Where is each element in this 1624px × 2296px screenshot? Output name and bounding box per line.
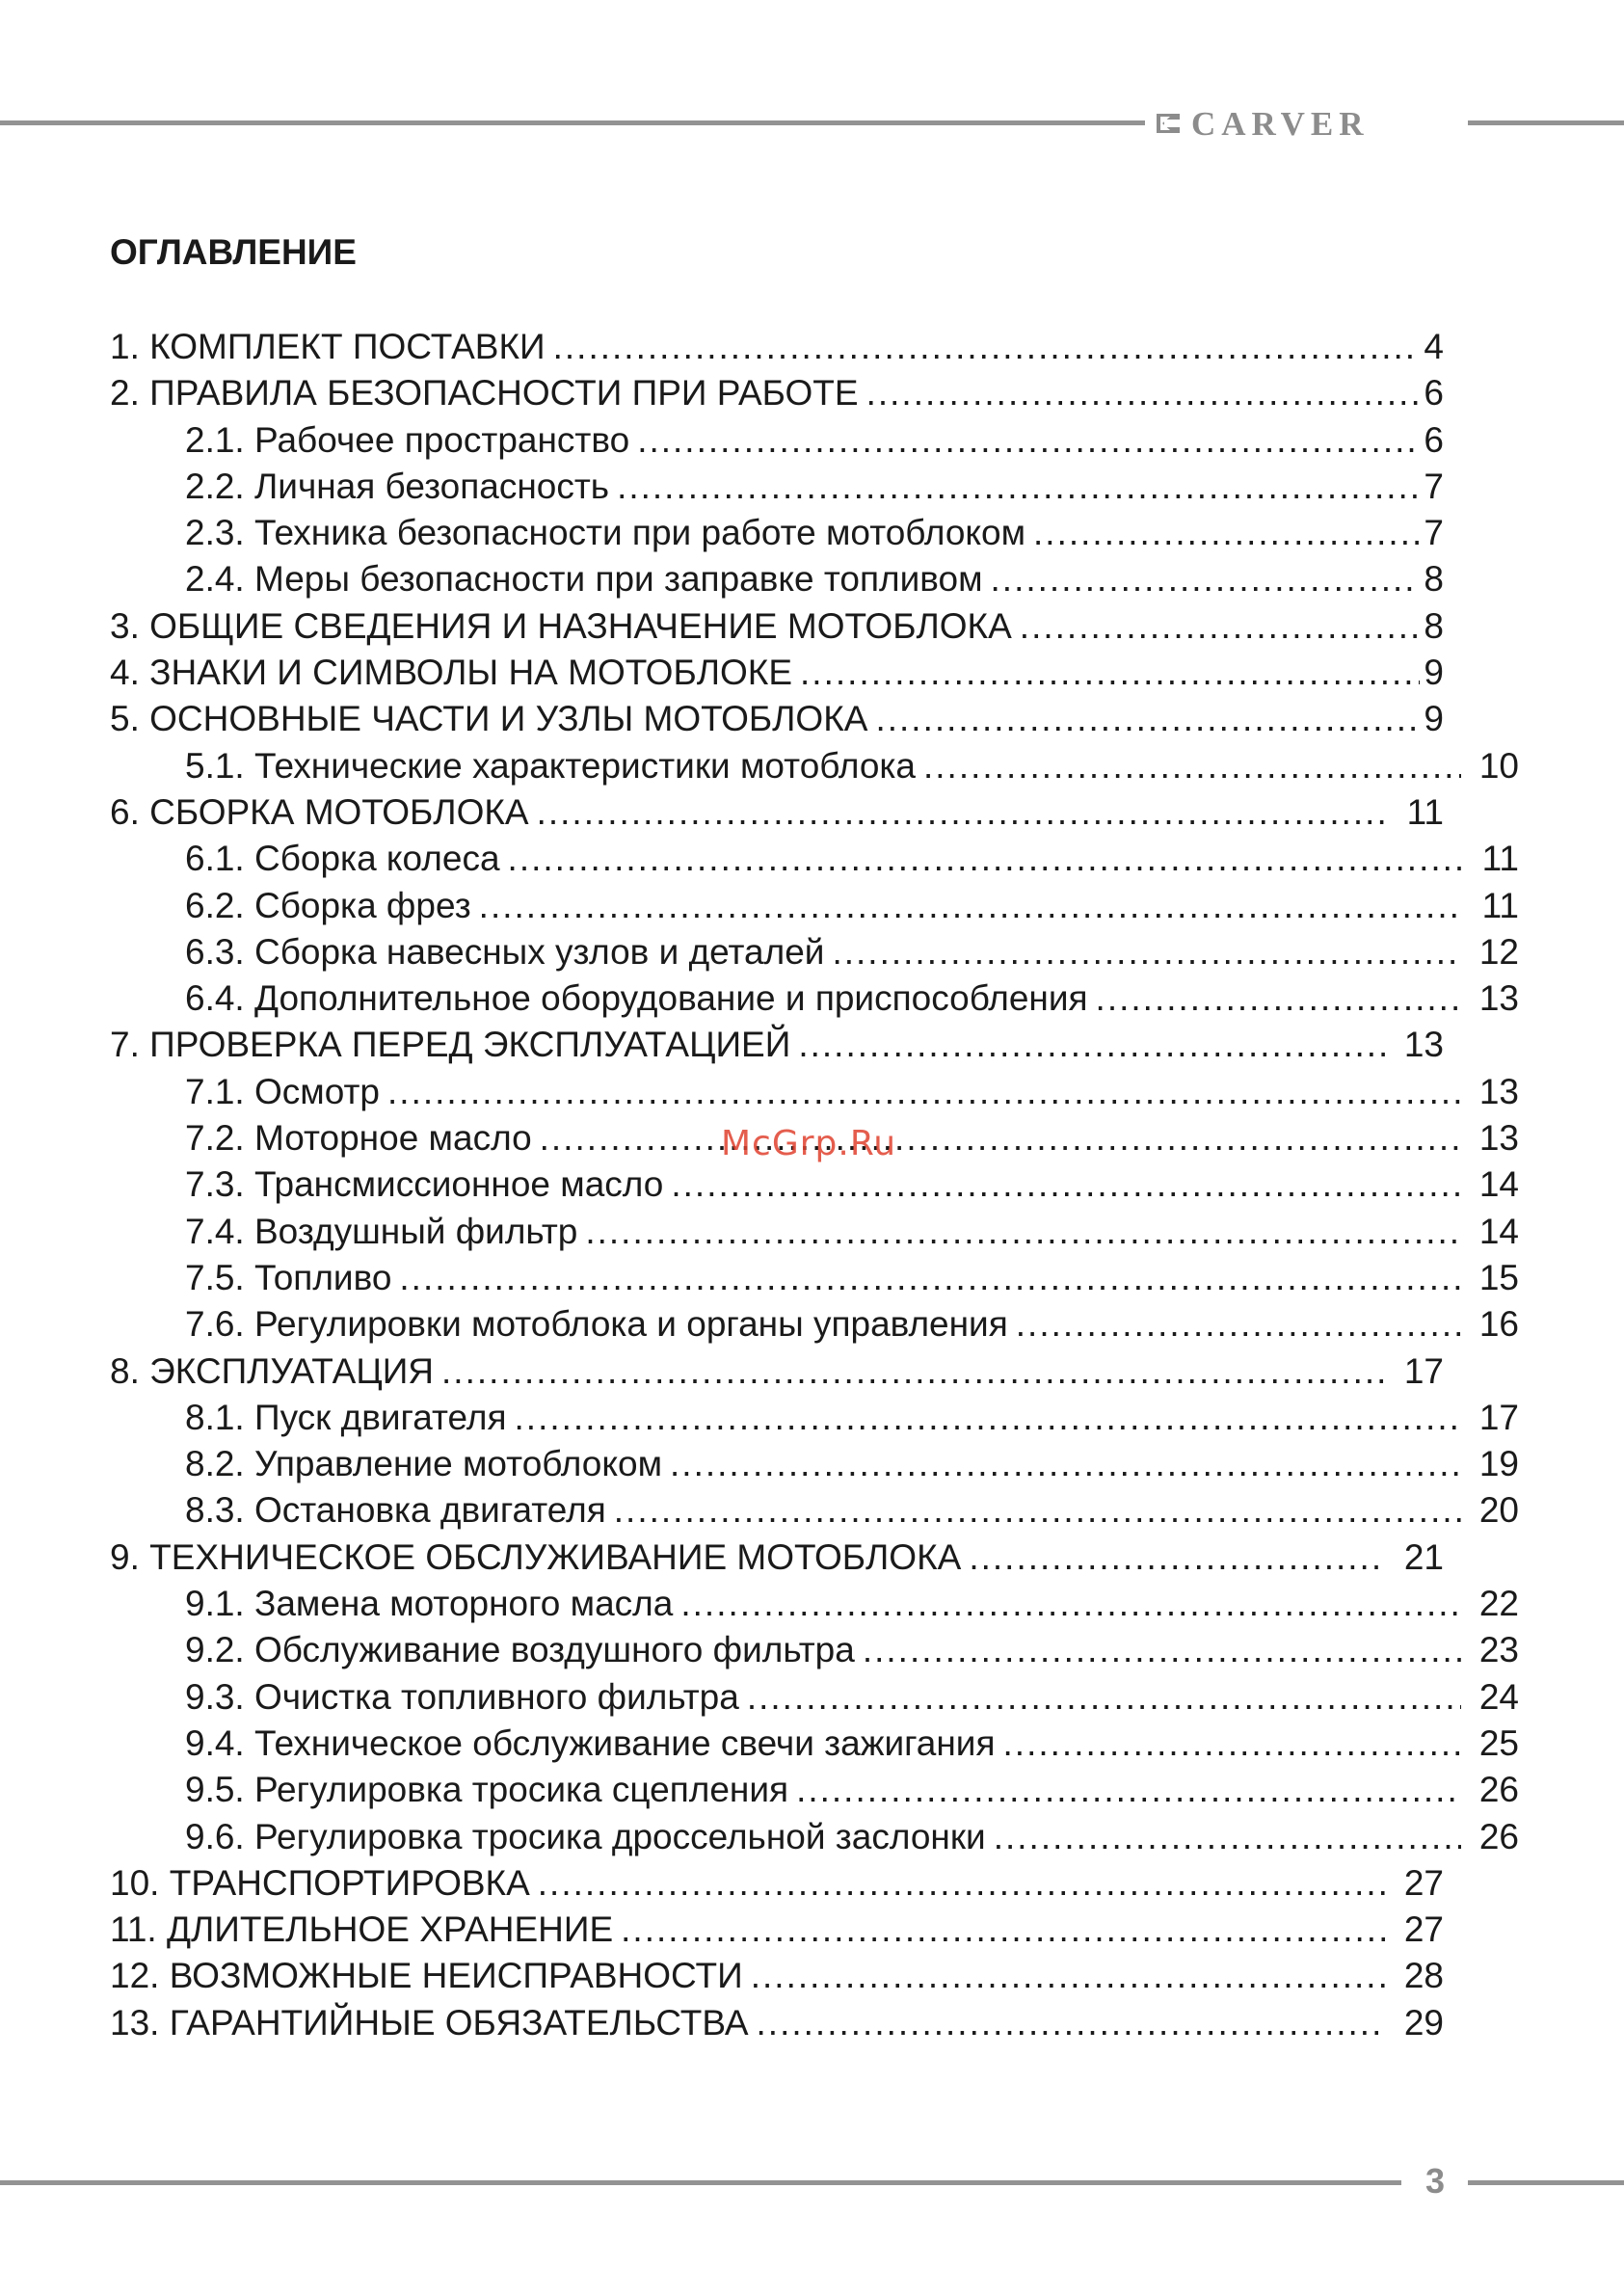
toc-entry-page: 9	[1424, 653, 1444, 693]
toc-entry-page: 13	[1478, 978, 1519, 1019]
toc-leader-dots	[671, 1161, 1461, 1208]
toc-leader-dots	[515, 1395, 1461, 1441]
toc-leader-dots	[540, 1115, 1461, 1161]
toc-entry[interactable]	[110, 1301, 1519, 1348]
toc-entry-page: 11	[1481, 839, 1519, 879]
toc-entry-page: 26	[1478, 1770, 1519, 1810]
toc-entry[interactable]	[110, 370, 1444, 416]
toc-entry-title: 10. ТРАНСПОРТИРОВКА	[110, 1862, 530, 1903]
toc-entry[interactable]	[110, 2000, 1444, 2046]
toc-leader-dots	[757, 2000, 1386, 2046]
toc-entry-title: 2.3. Техника безопасности при работе мотоблоком	[185, 513, 1026, 553]
toc-entry-page: 9	[1424, 699, 1444, 739]
toc-entry[interactable]	[110, 975, 1519, 1022]
toc-entry-page: 10	[1478, 745, 1519, 786]
toc-entry-title: 6.2. Сборка фрез	[185, 885, 471, 925]
toc-entry[interactable]	[110, 1907, 1444, 1953]
toc-entry-title: 2. ПРАВИЛА БЕЗОПАСНОСТИ ПРИ РАБОТЕ	[110, 373, 859, 414]
toc-entry[interactable]	[110, 883, 1519, 929]
toc-leader-dots	[994, 1814, 1461, 1860]
toc-entry[interactable]	[110, 1348, 1444, 1395]
toc-entry-title: 5. ОСНОВНЫЕ ЧАСТИ И УЗЛЫ МОТОБЛОКА	[110, 699, 868, 739]
toc-entry-title: 2.1. Рабочее пространство	[185, 419, 630, 460]
toc-entry[interactable]	[110, 1022, 1444, 1068]
toc-entry-title: 9.1. Замена моторного масла	[185, 1584, 674, 1624]
toc-entry-page: 14	[1478, 1164, 1519, 1205]
toc-entry[interactable]	[110, 1209, 1519, 1255]
toc-entry[interactable]	[110, 1069, 1519, 1115]
toc-leader-dots	[866, 370, 1421, 416]
toc-leader-dots	[747, 1674, 1461, 1721]
toc-leader-dots	[991, 556, 1421, 602]
toc-entry[interactable]	[110, 1953, 1444, 1999]
toc-entry-page: 22	[1478, 1584, 1519, 1624]
toc-entry-page: 7	[1424, 466, 1444, 506]
toc-leader-dots	[538, 1860, 1386, 1907]
toc-leader-dots	[614, 1487, 1461, 1534]
toc-entry-title: 7.1. Осмотр	[185, 1071, 381, 1111]
toc-entry-page: 11	[1481, 885, 1519, 925]
toc-entry-title: 9.5. Регулировка тросика сцепления	[185, 1770, 789, 1810]
toc-entry-page: 29	[1403, 2002, 1444, 2042]
toc-entry-page: 13	[1403, 1025, 1444, 1065]
toc-entry[interactable]	[110, 1674, 1519, 1721]
toc-entry[interactable]	[110, 1161, 1519, 1208]
toc-entry-page: 17	[1478, 1397, 1519, 1437]
toc-entry[interactable]	[110, 929, 1519, 975]
toc-entry-title: 8.3. Остановка двигателя	[185, 1490, 606, 1531]
toc-entry-title: 3. ОБЩИЕ СВЕДЕНИЯ И НАЗНАЧЕНИЕ МОТОБЛОКА	[110, 605, 1012, 646]
toc-entry-page: 27	[1403, 1862, 1444, 1903]
toc-entry-page: 23	[1478, 1630, 1519, 1670]
toc-entry[interactable]	[110, 743, 1519, 789]
toc-entry-title: 13. ГАРАНТИЙНЫЕ ОБЯЗАТЕЛЬСТВА	[110, 2002, 749, 2042]
toc-leader-dots	[537, 789, 1386, 836]
toc-entry-title: 12. ВОЗМОЖНЫЕ НЕИСПРАВНОСТИ	[110, 1956, 743, 1996]
header-rule-left	[0, 120, 1145, 125]
toc-entry-title: 9.6. Регулировка тросика дроссельной заслонки	[185, 1816, 986, 1856]
toc-entry[interactable]	[110, 1535, 1444, 1581]
toc-entry-title: 7.5. Топливо	[185, 1257, 392, 1297]
toc-entry-title: 4. ЗНАКИ И СИМВОЛЫ НА МОТОБЛОКЕ	[110, 653, 793, 693]
toc-leader-dots	[637, 417, 1420, 464]
toc-leader-dots	[798, 1022, 1386, 1068]
toc-leader-dots	[863, 1627, 1461, 1673]
footer-rule-left	[0, 2180, 1401, 2185]
toc-entry-title: 9.2. Обслуживание воздушного фильтра	[185, 1630, 855, 1670]
toc-entry-page: 13	[1478, 1071, 1519, 1111]
carver-logo-icon	[1157, 112, 1180, 135]
toc-leader-dots	[553, 324, 1421, 370]
toc-leader-dots	[399, 1255, 1461, 1301]
toc-entry-page: 21	[1403, 1536, 1444, 1577]
toc-entry-title: 9.3. Очистка топливного фильтра	[185, 1676, 739, 1717]
toc-entry-title: 8.1. Пуск двигателя	[185, 1397, 507, 1437]
toc-entry-title: 7.2. Моторное масло	[185, 1118, 532, 1159]
toc-entry[interactable]	[110, 1627, 1519, 1673]
toc-leader-dots	[621, 1907, 1386, 1953]
toc-entry[interactable]	[110, 464, 1444, 510]
toc-entry-title: 1. КОМПЛЕКТ ПОСТАВКИ	[110, 327, 546, 366]
brand-name: CARVER	[1191, 104, 1370, 143]
toc-entry[interactable]	[110, 789, 1444, 836]
toc-entry-page: 27	[1403, 1909, 1444, 1950]
toc-leader-dots	[479, 883, 1461, 929]
toc-entry-title: 9. ТЕХНИЧЕСКОЕ ОБСЛУЖИВАНИЕ МОТОБЛОКА	[110, 1536, 962, 1577]
toc-entry[interactable]	[110, 1487, 1519, 1534]
toc-entry[interactable]	[110, 1767, 1519, 1813]
toc-entry-title: 7. ПРОВЕРКА ПЕРЕД ЭКСПЛУАТАЦИЕЙ	[110, 1025, 791, 1065]
toc-entry[interactable]	[110, 1395, 1519, 1441]
toc-entry-title: 6. СБОРКА МОТОБЛОКА	[110, 791, 529, 832]
toc-leader-dots	[800, 650, 1420, 696]
toc-entry[interactable]	[110, 1441, 1519, 1487]
toc-entry-page: 28	[1403, 1956, 1444, 1996]
toc-entry-title: 7.3. Трансмиссионное масло	[185, 1164, 664, 1205]
toc-entry[interactable]	[110, 1255, 1519, 1301]
toc-entry-title: 6.4. Дополнительное оборудование и приспособления	[185, 978, 1088, 1019]
toc-entry-page: 17	[1403, 1350, 1444, 1391]
toc-entry-title: 2.4. Меры безопасности при заправке топливом	[185, 559, 983, 600]
toc-entry-page: 6	[1424, 419, 1444, 460]
toc-leader-dots	[680, 1581, 1461, 1627]
toc-entry[interactable]	[110, 603, 1444, 650]
toc-entry-title: 7.6. Регулировки мотоблока и органы управления	[185, 1304, 1008, 1345]
footer-rule-right	[1468, 2180, 1624, 2185]
toc-entry[interactable]	[110, 417, 1444, 464]
toc-entry-page: 7	[1424, 513, 1444, 553]
toc-entry-title: 6.3. Сборка навесных узлов и деталей	[185, 931, 825, 972]
toc-entry-page: 16	[1478, 1304, 1519, 1345]
toc-entry-page: 25	[1478, 1722, 1519, 1763]
toc-entry-page: 12	[1478, 931, 1519, 972]
toc-leader-dots	[969, 1535, 1386, 1581]
toc-entry-page: 26	[1478, 1816, 1519, 1856]
toc-entry-page: 20	[1478, 1490, 1519, 1531]
toc-entry-title: 2.2. Личная безопасность	[185, 466, 610, 506]
toc-leader-dots	[923, 743, 1461, 789]
toc-entry-page: 8	[1424, 559, 1444, 600]
toc-leader-dots	[617, 464, 1420, 510]
toc-leader-dots	[585, 1209, 1461, 1255]
toc-leader-dots	[1003, 1721, 1461, 1767]
page-title: ОГЛАВЛЕНИЕ	[110, 232, 357, 272]
toc-entry[interactable]	[110, 324, 1444, 370]
toc-leader-dots	[751, 1953, 1386, 1999]
toc-leader-dots	[441, 1348, 1386, 1395]
header-rule-right	[1468, 120, 1624, 125]
toc-leader-dots	[832, 929, 1461, 975]
toc-entry-page: 8	[1424, 605, 1444, 646]
toc-entry-title: 5.1. Технические характеристики мотоблока	[185, 745, 916, 786]
toc-entry-title: 8.2. Управление мотоблоком	[185, 1444, 663, 1484]
toc-entry-title: 7.4. Воздушный фильтр	[185, 1211, 578, 1251]
toc-leader-dots	[670, 1441, 1461, 1487]
toc-entry[interactable]	[110, 1581, 1519, 1627]
page-number: 3	[1424, 2161, 1446, 2201]
toc-entry[interactable]	[110, 556, 1444, 602]
toc-leader-dots	[387, 1069, 1461, 1115]
watermark: McGrp.Ru	[721, 1124, 897, 1163]
toc-leader-dots	[796, 1767, 1461, 1813]
toc-entry-page: 13	[1478, 1118, 1519, 1159]
table-of-contents	[110, 324, 1519, 2046]
toc-entry-page: 24	[1478, 1676, 1519, 1717]
toc-entry[interactable]	[110, 1860, 1444, 1907]
toc-entry[interactable]	[110, 1814, 1519, 1860]
toc-entry-title: 8. ЭКСПЛУАТАЦИЯ	[110, 1350, 435, 1391]
toc-leader-dots	[875, 696, 1420, 742]
toc-entry[interactable]	[110, 1721, 1519, 1767]
toc-leader-dots	[1033, 510, 1420, 556]
toc-leader-dots	[1020, 603, 1421, 650]
toc-entry-page: 4	[1424, 327, 1444, 366]
toc-leader-dots	[1096, 975, 1461, 1022]
toc-entry-title: 6.1. Сборка колеса	[185, 839, 500, 879]
carver-logo	[1157, 104, 1461, 143]
toc-leader-dots	[1016, 1301, 1461, 1348]
toc-entry-page: 6	[1424, 373, 1444, 414]
toc-entry[interactable]	[110, 510, 1444, 556]
toc-entry[interactable]	[110, 836, 1519, 882]
toc-entry-page: 15	[1478, 1257, 1519, 1297]
toc-entry[interactable]	[110, 696, 1444, 742]
toc-leader-dots	[508, 836, 1461, 882]
toc-entry-title: 9.4. Техническое обслуживание свечи зажигания	[185, 1722, 996, 1763]
toc-entry[interactable]	[110, 650, 1444, 696]
toc-entry-page: 19	[1478, 1444, 1519, 1484]
toc-entry-page: 11	[1406, 791, 1444, 832]
toc-entry-page: 14	[1478, 1211, 1519, 1251]
toc-entry-title: 11. ДЛИТЕЛЬНОЕ ХРАНЕНИЕ	[110, 1909, 614, 1950]
